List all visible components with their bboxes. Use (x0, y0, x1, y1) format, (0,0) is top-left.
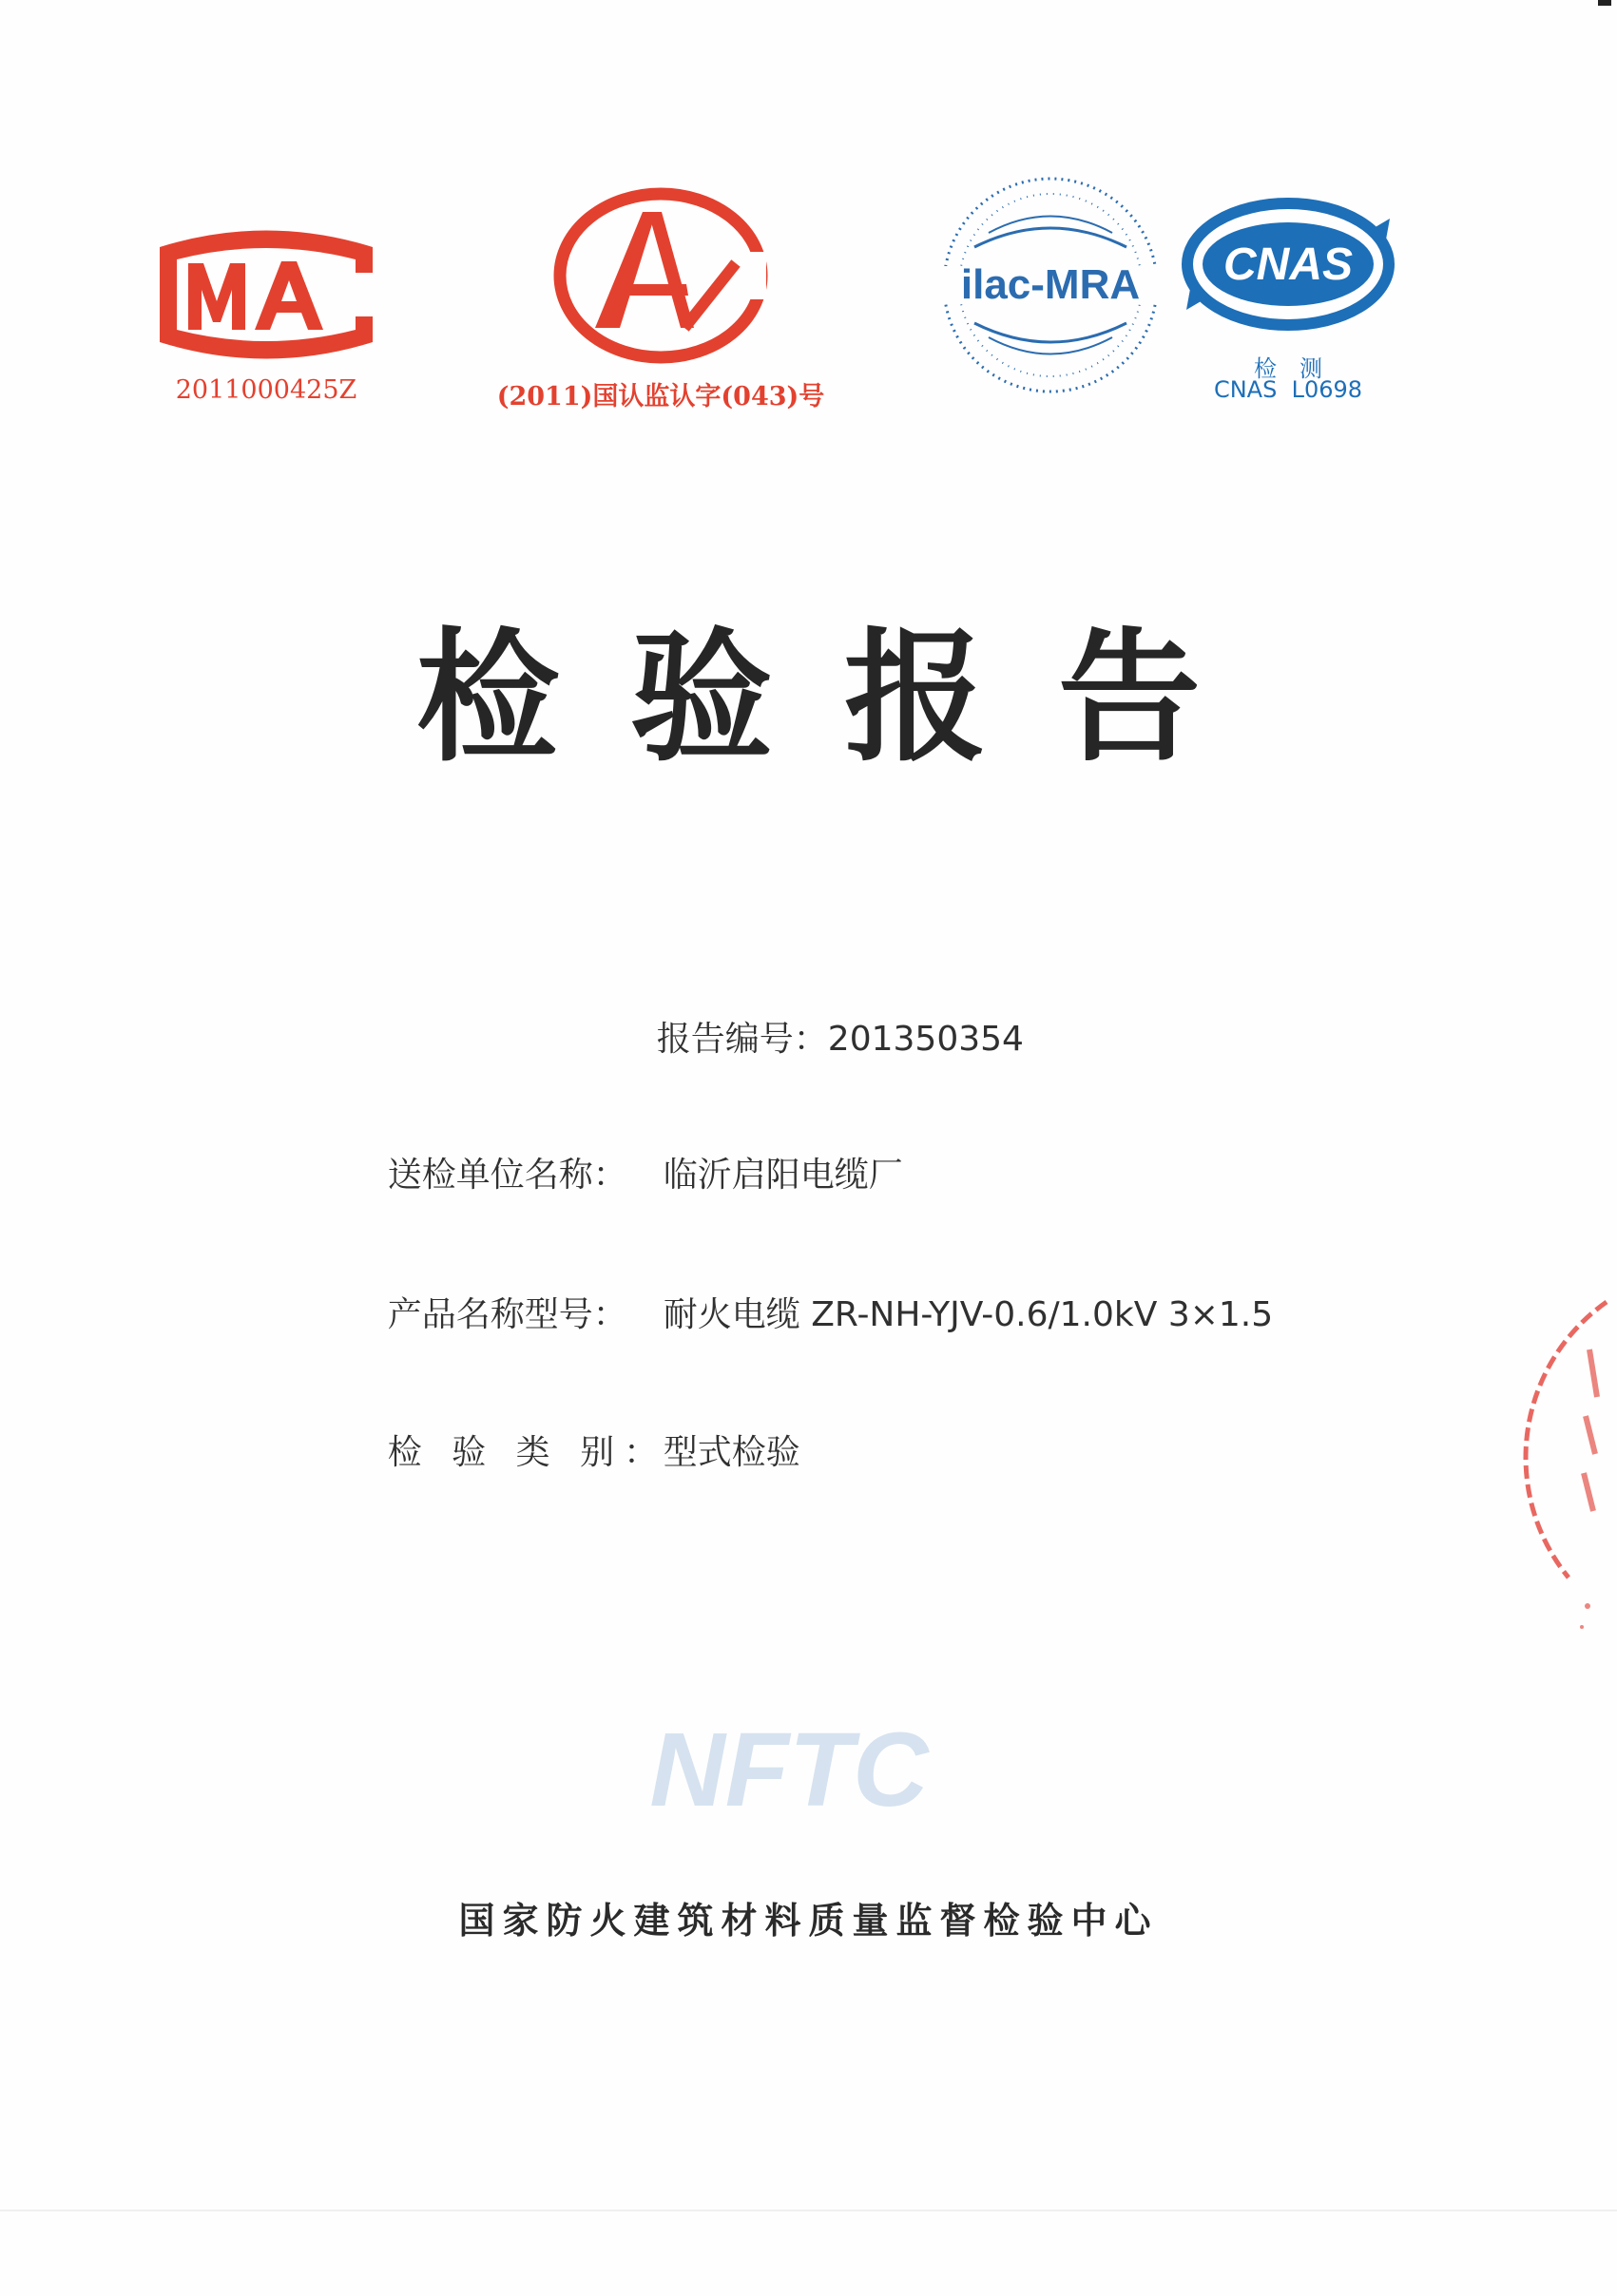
field-label-product: 产品名称型号： (387, 1295, 627, 1334)
ilac-mark-text: ilac-MRA (960, 261, 1141, 308)
ilac-mra-logo (936, 171, 1165, 399)
cnas-mark-text: CNAS (1222, 239, 1354, 290)
issuing-organization: 国家防火建筑材料质量监督检验中心 (458, 1900, 1159, 1942)
field-value-product: 耐火电缆 ZR-NH-YJV-0.6/1.0kV 3×1.5 (663, 1295, 1274, 1334)
field-row-inspection-type (344, 1402, 800, 1504)
field-label-inspection-type: 检 验 类 别： (387, 1433, 668, 1472)
report-number-label: 报告编号： (656, 1020, 828, 1059)
report-number-value: 201350354 (827, 1020, 1024, 1059)
page-edge-mark (1598, 0, 1611, 6)
page-footer-rule (0, 2210, 1617, 2211)
cnas-caption-bottom: CNAS L0698 (1213, 376, 1363, 403)
cal-logo (551, 185, 770, 366)
field-value-submitter: 临沂启阳电缆厂 (663, 1156, 903, 1195)
field-row-submitter (344, 1124, 903, 1227)
cal-number: (2011)国认监认字(043)号 (496, 382, 825, 411)
field-row-product (344, 1264, 1273, 1367)
cnas-logo (1179, 181, 1397, 352)
official-stamp-fragment (1502, 1292, 1617, 1654)
nftc-watermark (608, 1720, 970, 1825)
field-label-submitter: 送检单位名称： (387, 1156, 627, 1195)
report-number-row (613, 988, 1024, 1091)
cma-number: 2011000425Z (175, 375, 357, 405)
field-value-inspection-type: 型式检验 (663, 1433, 800, 1472)
report-title: 检验报告 (415, 616, 1272, 781)
cnas-caption-top: 检 测 (1254, 355, 1322, 382)
nftc-watermark-text: NFTC (649, 1720, 929, 1825)
cma-logo (143, 223, 390, 366)
